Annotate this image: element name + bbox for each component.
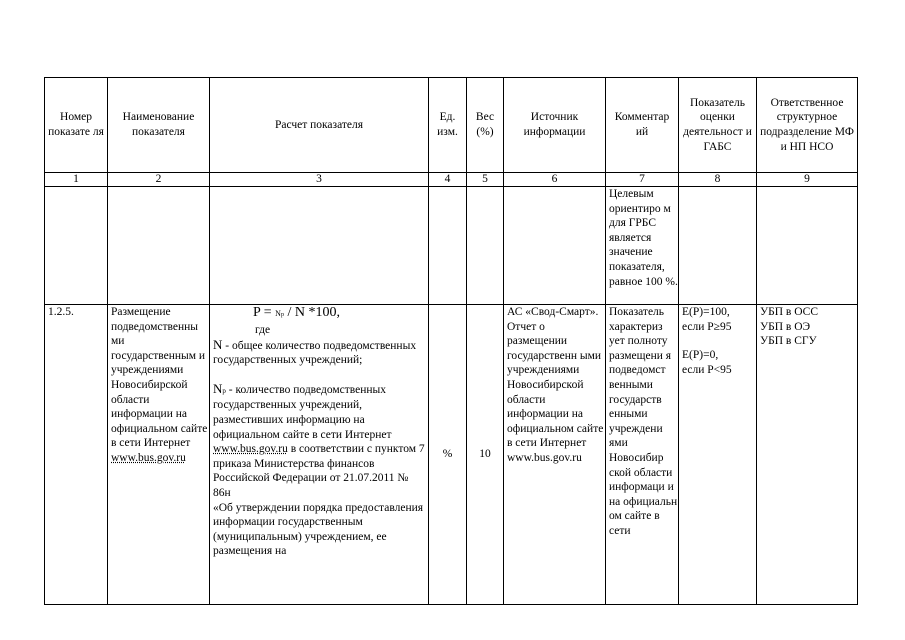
header-cell: Расчет показателя xyxy=(210,78,429,173)
n-definition: N - общее количество подведомственных государственных учреждений; xyxy=(213,336,417,367)
column-number: 8 xyxy=(679,173,757,187)
continuation-row xyxy=(45,187,858,305)
header-cell: Источник информации xyxy=(504,78,606,173)
weight-cell: 10 xyxy=(467,305,504,605)
column-number: 4 xyxy=(429,173,467,187)
column-number: 9 xyxy=(757,173,858,187)
comment-cell: Показатель характериз ует полноту размещени я подведомст венными государств енными учреждени ями Новосибир ской области информаци и на официальн ом сайте в сети xyxy=(606,305,679,605)
indicator-number: 1.2.5. xyxy=(45,305,108,605)
nr-definition: Nр - количество подведомственных государственных учреждений, разместивших информацию на официальном сайте в сети Интернет www.bus.gov.ru в соответствии с пунктом 7 xyxy=(213,380,425,456)
indicator-name: Размещение подведомственны ми государственным и учреждениями Новосибирской области информации на официальном сайте в сети Интернет www.bus.gov.ru xyxy=(108,305,210,605)
site-link[interactable]: www.bus.gov.ru xyxy=(213,443,288,456)
column-number: 7 xyxy=(606,173,679,187)
order-title: «Об утверждении порядка предоставления информации государственным (муниципальным) учреждением, ее размещения на xyxy=(213,501,424,558)
continuation-comment: Целевым ориентиро м для ГРБС является значение показателя, равное 100 %. xyxy=(606,187,679,305)
source-cell: АС «Свод-Смарт». Отчет о размещении государственн ыми учреждениями Новосибирской области информации на официальном сайте в сети Интернет www.bus.gov.ru xyxy=(504,305,606,605)
responsible-cell: УБП в ОСС УБП в ОЭ УБП в СГУ xyxy=(757,305,858,605)
column-number: 5 xyxy=(467,173,504,187)
column-number: 3 xyxy=(210,173,429,187)
indicator-calculation xyxy=(210,305,429,605)
table-header-row xyxy=(45,78,858,173)
header-cell: Комментар ий xyxy=(606,78,679,173)
column-number: 1 xyxy=(45,173,108,187)
indicators-table xyxy=(44,77,858,605)
formula: P = Nр / N *100, xyxy=(253,305,340,320)
column-number-row xyxy=(45,173,858,187)
score-cell: E(P)=100, если P≥95 E(P)=0, если P<95 xyxy=(679,305,757,605)
column-number: 6 xyxy=(504,173,606,187)
header-cell: Наименование показателя xyxy=(108,78,210,173)
header-cell: Номер показате ля xyxy=(45,78,108,173)
header-cell: Ед. изм. xyxy=(429,78,467,173)
unit-cell: % xyxy=(429,305,467,605)
header-cell: Показатель оценки деятельност и ГАБС xyxy=(679,78,757,173)
order-reference: приказа Министерства финансов Российской Федерации от 21.07.2011 № 86н xyxy=(213,457,409,499)
site-link[interactable]: www.bus.gov.ru xyxy=(111,451,186,464)
header-cell: Вес (%) xyxy=(467,78,504,173)
header-cell: Ответственное структурное подразделение МФ и НП НСО xyxy=(757,78,858,173)
column-number: 2 xyxy=(108,173,210,187)
table-row xyxy=(45,305,858,605)
formula-where: где xyxy=(255,324,271,336)
